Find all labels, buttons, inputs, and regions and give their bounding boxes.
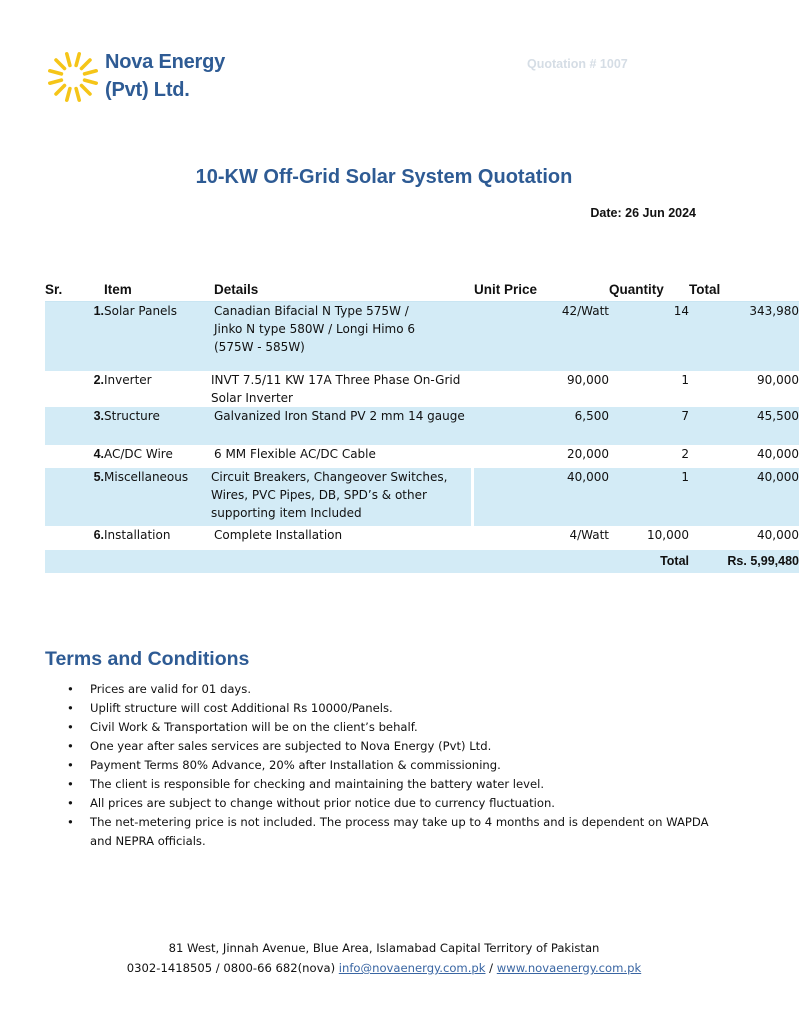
bullet-icon: •	[67, 758, 74, 772]
row-details-line: INVT 7.5/11 KW 17A Three Phase On-Grid	[211, 372, 461, 387]
row-sr: 2.	[93, 372, 104, 387]
row-details-line: Circuit Breakers, Changeover Switches,	[211, 469, 448, 484]
row-item: Miscellaneous	[104, 468, 214, 526]
website-link[interactable]: www.novaenergy.com.pk	[496, 961, 642, 975]
bullet-icon: •	[67, 796, 74, 810]
row-unit-price: 42/Watt	[474, 302, 609, 371]
row-unit-price: 90,000	[567, 372, 609, 387]
bullet-icon: •	[67, 701, 74, 715]
bullet-icon: •	[67, 815, 74, 829]
row-unit-price: 40,000	[474, 468, 609, 526]
header-details: Details	[214, 282, 259, 297]
sun-ray	[56, 85, 64, 93]
row-sr: 1.	[45, 302, 104, 371]
row-details-line: Solar Inverter	[211, 390, 293, 405]
table-row	[45, 445, 799, 468]
row-sr: 3.	[45, 407, 104, 445]
list-item	[45, 718, 725, 737]
row-item: Structure	[104, 407, 214, 445]
term-text: Civil Work & Transportation will be on the client’s behalf.	[90, 720, 418, 734]
list-item	[45, 699, 725, 718]
header-unit-price: Unit Price	[474, 282, 538, 297]
row-total: 40,000	[757, 446, 799, 461]
row-quantity: 7	[609, 407, 689, 445]
row-unit-price: 20,000	[567, 446, 609, 461]
term-text: All prices are subject to change without prior notice due to currency fluctuation.	[90, 796, 555, 810]
row-details	[214, 445, 474, 468]
table-row	[45, 371, 799, 407]
header-sr: Sr.	[45, 282, 63, 297]
row-details-line: 6 MM Flexible AC/DC Cable	[214, 446, 376, 461]
row-total: 40,000	[757, 527, 799, 542]
row-total: 45,500	[689, 407, 799, 445]
bullet-icon: •	[67, 682, 74, 696]
total-label: Total	[609, 550, 689, 573]
list-item	[45, 737, 725, 756]
sun-ray	[50, 80, 62, 83]
row-sr: 5.	[45, 468, 104, 526]
term-text: One year after sales services are subjected to Nova Energy (Pvt) Ltd.	[90, 739, 492, 753]
terms-list	[45, 680, 725, 851]
row-details	[214, 526, 474, 550]
row-total: 40,000	[689, 468, 799, 526]
term-text: The net-metering price is not included. The process may take up to 4 months and is dependent on WAPDA and NEPRA officials.	[90, 815, 709, 848]
footer-address: 81 West, Jinnah Avenue, Blue Area, Islamabad Capital Territory of Pakistan	[168, 941, 600, 955]
header-quantity: Quantity	[609, 282, 664, 297]
terms-heading: Terms and Conditions	[45, 648, 250, 670]
row-item: Inverter	[104, 372, 152, 387]
sun-burst-icon	[46, 50, 100, 104]
row-details-line: Canadian Bifacial N Type 575W /	[214, 304, 409, 318]
sun-ray	[85, 80, 97, 83]
bullet-icon: •	[67, 739, 74, 753]
row-details	[214, 407, 474, 445]
bullet-icon: •	[67, 777, 74, 791]
row-sr: 6.	[93, 527, 104, 542]
footer-separator: /	[489, 961, 494, 975]
row-quantity: 1	[609, 468, 689, 526]
table-row	[45, 407, 799, 445]
quotation-number: Quotation # 1007	[527, 57, 628, 71]
sun-ray	[67, 89, 70, 101]
table-header-row	[45, 274, 799, 302]
sun-ray	[85, 71, 97, 74]
email-link[interactable]: info@novaenergy.com.pk	[338, 961, 486, 975]
bullet-icon: •	[67, 720, 74, 734]
row-details-line: Galvanized Iron Stand PV 2 mm 14 gauge	[214, 408, 465, 423]
row-details-line: (575W - 585W)	[214, 340, 305, 354]
row-unit-price: 4/Watt	[569, 527, 609, 542]
quotation-table	[45, 274, 799, 573]
list-item	[45, 794, 725, 813]
term-text: The client is responsible for checking and maintaining the battery water level.	[90, 777, 545, 791]
sun-ray	[81, 60, 89, 68]
row-quantity: 1	[681, 372, 689, 387]
footer	[0, 938, 768, 978]
row-item: AC/DC Wire	[104, 446, 173, 461]
table-row	[45, 468, 799, 526]
page-title: 10-KW Off-Grid Solar System Quotation	[195, 166, 573, 188]
row-total: 343,980	[689, 302, 799, 371]
row-quantity: 2	[681, 446, 689, 461]
sun-ray	[76, 89, 79, 101]
sun-ray	[76, 54, 79, 66]
term-text: Uplift structure will cost Additional Rs 10000/Panels.	[90, 701, 393, 715]
term-text: Payment Terms 80% Advance, 20% after Installation & commissioning.	[90, 758, 501, 772]
sun-ray	[81, 85, 89, 93]
row-sr: 4.	[93, 446, 104, 461]
table-row	[45, 526, 799, 550]
company-name	[105, 48, 225, 104]
total-value: Rs. 5,99,480	[689, 550, 799, 573]
quotation-date: Date: 26 Jun 2024	[590, 206, 696, 220]
row-details-line: Wires, PVC Pipes, DB, SPD’s & other	[211, 487, 427, 502]
row-details	[214, 302, 474, 371]
header-item: Item	[104, 282, 132, 297]
sun-ray	[67, 54, 70, 66]
header-total: Total	[689, 282, 721, 297]
row-total: 90,000	[757, 372, 799, 387]
row-details-line: Jinko N type 580W / Longi Himo 6	[214, 322, 416, 336]
list-item	[45, 813, 725, 851]
row-item: Installation	[104, 527, 171, 542]
list-item	[45, 756, 725, 775]
row-details-line: Complete Installation	[214, 527, 343, 542]
list-item	[45, 775, 725, 794]
sun-ray	[56, 60, 64, 68]
row-quantity: 14	[609, 302, 689, 371]
term-text: Prices are valid for 01 days.	[90, 682, 252, 696]
company-name-line2: (Pvt) Ltd.	[105, 79, 190, 101]
footer-phones: 0302-1418505 / 0800-66 682(nova)	[126, 961, 336, 975]
company-name-line1: Nova Energy	[105, 51, 226, 73]
footer-contact	[0, 958, 768, 978]
total-row	[45, 550, 799, 573]
row-details-line: supporting item Included	[211, 505, 362, 520]
row-details	[211, 468, 471, 526]
sun-ray	[50, 71, 62, 74]
list-item	[45, 680, 725, 699]
table-row	[45, 302, 799, 371]
row-quantity: 10,000	[647, 527, 689, 542]
row-details	[211, 371, 471, 407]
row-unit-price: 6,500	[474, 407, 609, 445]
row-item: Solar Panels	[104, 302, 214, 371]
